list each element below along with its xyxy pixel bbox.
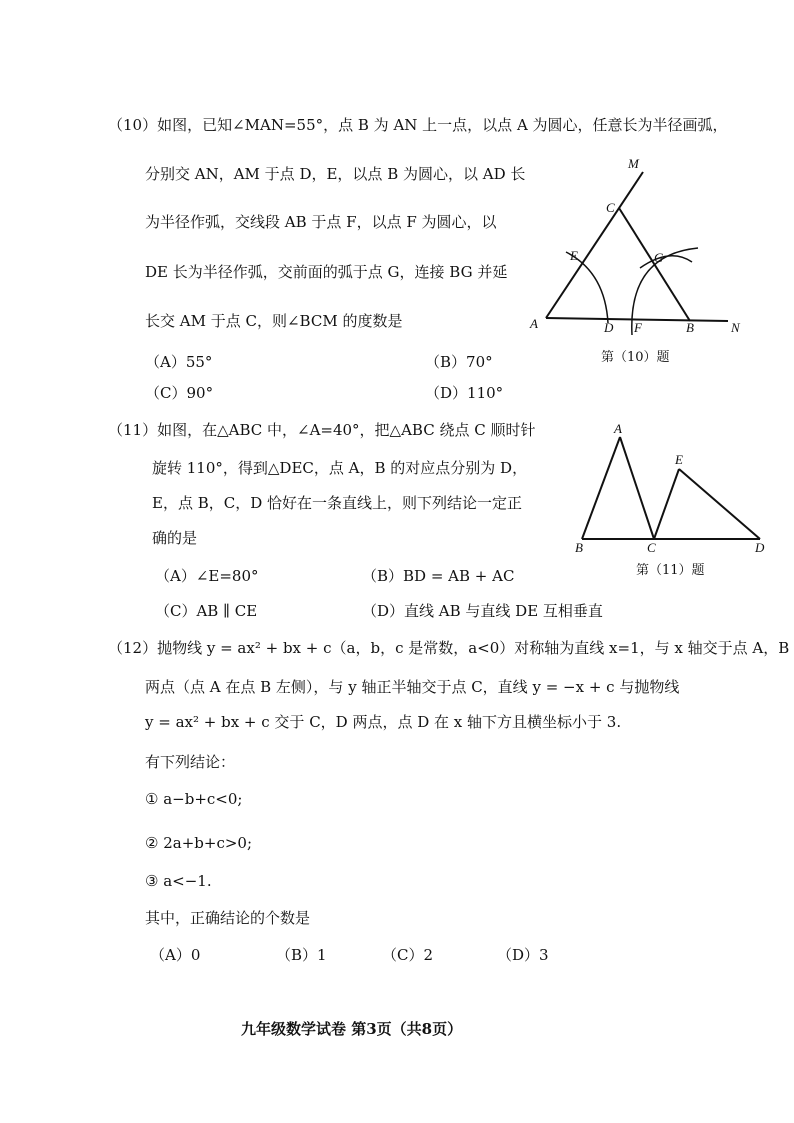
- q10-line-1: （10）如图，已知∠MAN=55°，点 B 为 AN 上一点，以点 A 为圆心，任意长为半径画弧，: [108, 116, 728, 134]
- label-m: M: [628, 156, 639, 171]
- q12-line-2: 两点（点 A 在点 B 左侧），与 y 轴正半轴交于点 C，直线 y = −x + c 与抛物线: [145, 678, 680, 696]
- q11-line-3: E，点 B，C，D 恰好在一条直线上，则下列结论一定正: [152, 494, 523, 512]
- arc-from-b: [632, 248, 698, 335]
- q10-line-4: DE 长为半径作弧，交前面的弧于点 G，连接 BG 并延: [145, 263, 508, 281]
- q11-option-a: （A）∠E=80°: [155, 567, 259, 585]
- q12-option-a: （A）0: [150, 946, 201, 964]
- q10-option-b: （B）70°: [425, 353, 493, 371]
- label-g: G: [654, 250, 664, 265]
- q10-option-c: （C）90°: [145, 384, 214, 402]
- label-c: C: [606, 200, 615, 215]
- segment-bc: [619, 208, 690, 321]
- label-c: C: [647, 540, 656, 555]
- label-e: E: [570, 248, 578, 263]
- q11-line-4: 确的是: [152, 529, 198, 547]
- q10-line-3: 为半径作弧，交线段 AB 于点 F，以点 F 为圆心，以: [145, 213, 497, 231]
- arc-from-f: [640, 256, 692, 268]
- q11-option-d: （D）直线 AB 与直线 DE 互相垂直: [362, 602, 603, 620]
- q12-line-8: 其中，正确结论的个数是: [145, 909, 311, 927]
- label-n: N: [731, 320, 740, 335]
- label-a: A: [530, 316, 538, 331]
- q10-line-2: 分别交 AN，AM 于点 D，E，以点 B 为圆心，以 AD 长: [145, 165, 526, 183]
- q12-option-b: （B）1: [276, 946, 327, 964]
- segment-ce: [654, 469, 679, 539]
- label-b: B: [686, 320, 694, 335]
- q12-conclusion-1: ① a−b+c<0;: [145, 790, 243, 808]
- q12-conclusion-2: ② 2a+b+c>0;: [145, 834, 253, 852]
- ray-an: [546, 318, 728, 321]
- q11-figure-caption: 第（11）题: [636, 563, 705, 578]
- q11-line-1: （11）如图，在△ABC 中，∠A=40°，把△ABC 绕点 C 顺时针: [108, 421, 536, 439]
- arc-de: [566, 252, 608, 323]
- q11-line-2: 旋转 110°，得到△DEC，点 A，B 的对应点分别为 D，: [152, 459, 528, 477]
- q10-line-5: 长交 AM 于点 C，则∠BCM 的度数是: [145, 312, 403, 330]
- q12-line-3: y = ax² + bx + c 交于 C，D 两点，点 D 在 x 轴下方且横坐标小于 3.: [145, 713, 622, 731]
- label-d: D: [604, 320, 614, 335]
- q12-conclusion-3: ③ a<−1.: [145, 872, 212, 890]
- page-footer: 九年级数学试卷 第3页（共8页）: [241, 1020, 463, 1038]
- q11-option-c: （C）AB ∥ CE: [155, 602, 258, 620]
- label-a: A: [614, 421, 622, 436]
- q12-line-1: （12）抛物线 y = ax² + bx + c（a，b，c 是常数，a<0）对称轴为直线 x=1，与 x 轴交于点 A，B: [108, 639, 790, 657]
- q10-option-a: （A）55°: [145, 353, 213, 371]
- segment-ab: [582, 437, 620, 539]
- q12-option-c: （C）2: [382, 946, 434, 964]
- segment-ac: [620, 437, 654, 539]
- label-b: B: [575, 540, 583, 555]
- q12-line-4: 有下列结论：: [145, 753, 236, 771]
- q11-option-b: （B）BD = AB + AC: [362, 567, 515, 585]
- ray-am: [546, 172, 643, 318]
- label-d: D: [755, 540, 765, 555]
- q12-option-d: （D）3: [497, 946, 549, 964]
- segment-ed: [679, 469, 760, 539]
- q10-option-d: （D）110°: [425, 384, 504, 402]
- label-e: E: [675, 452, 683, 467]
- label-f: F: [634, 320, 642, 335]
- q10-figure-caption: 第（10）题: [601, 350, 670, 365]
